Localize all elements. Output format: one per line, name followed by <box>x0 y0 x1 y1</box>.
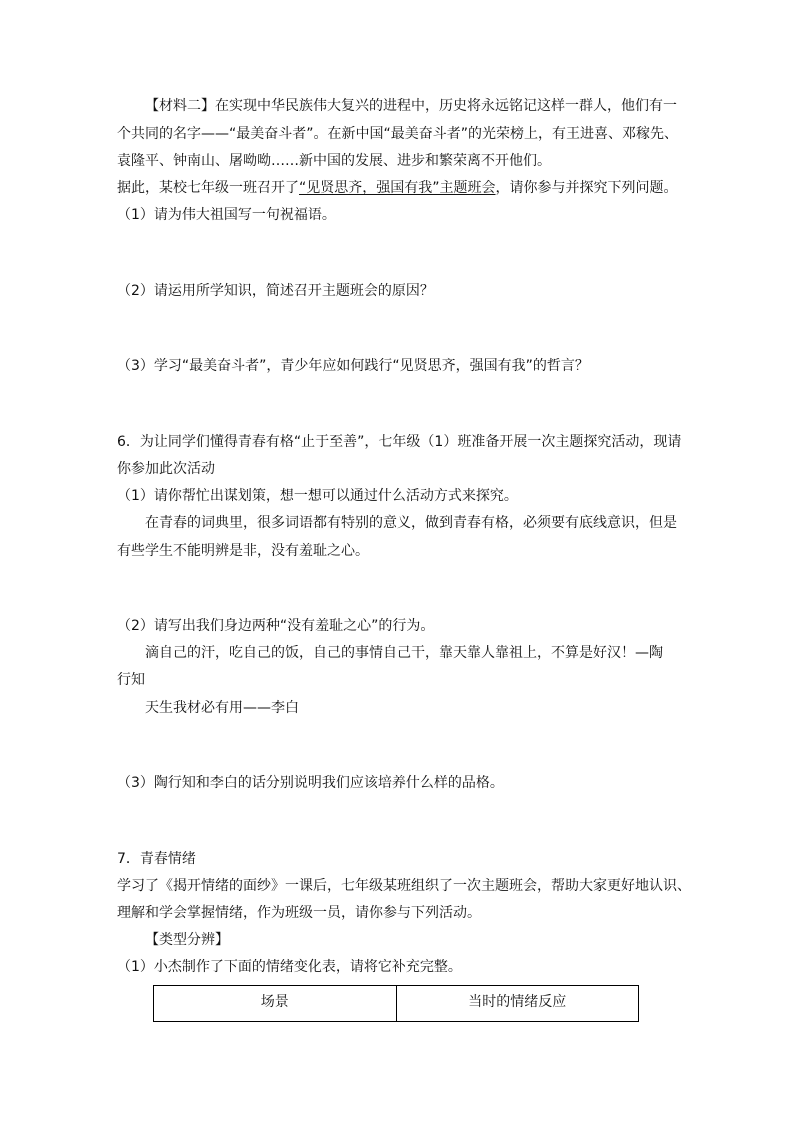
emotion-change-table <box>153 985 639 1022</box>
table-header-row <box>154 986 639 1022</box>
material2-question-1: （1）请为伟大祖国写一句祝福语。 <box>117 207 336 223</box>
table-header-emotion-reaction: 当时的情绪反应 <box>396 986 639 1022</box>
q6-question-3: （3）陶行知和李白的话分别说明我们应该培养什么样的品格。 <box>117 775 504 791</box>
table-header-scene: 场景 <box>154 986 397 1022</box>
q6-paragraph-line-1: 在青春的词典里，很多词语都有特别的意义，做到青春有格，必须要有底线意识，但是 <box>145 515 677 531</box>
material2-line-2: 个共同的名字——“最美奋斗者”。在新中国“最美奋斗者”的光荣榜上，有王进喜、邓稼先、 <box>117 126 679 142</box>
li-bai-quote: 天生我材必有用——李白 <box>145 700 299 716</box>
q6-stem-line-2: 你参加此次活动 <box>117 461 215 477</box>
q7-stem-line-1: 学习了《揭开情绪的面纱》一课后，七年级某班组织了一次主题班会，帮助大家更好地认识、 <box>117 878 691 894</box>
tao-xingzhi-quote-line-2: 行知 <box>117 672 145 688</box>
tao-xingzhi-quote-line-1: 滴自己的汗，吃自己的饭，自己的事情自己干，靠天靠人靠祖上，不算是好汉！—陶 <box>145 645 663 661</box>
q6-paragraph-line-2: 有些学生不能明辨是非，没有羞耻之心。 <box>117 543 369 559</box>
class-meeting-theme: “见贤思齐，强国有我”主题班会 <box>299 180 496 196</box>
material2-line-1: 【材料二】在实现中华民族伟大复兴的进程中，历史将永远铭记这样一群人，他们有一 <box>145 98 677 114</box>
q6-question-2: （2）请写出我们身边两种“没有羞耻之心”的行为。 <box>117 618 435 634</box>
q6-question-1: （1）请你帮忙出谋划策，想一想可以通过什么活动方式来探究。 <box>117 488 518 504</box>
material2-line-3: 袁隆平、钟南山、屠呦呦……新中国的发展、进步和繁荣离不开他们。 <box>117 153 551 169</box>
material2-question-3: （3）学习“最美奋斗者”，青少年应如何践行“见贤思齐，强国有我”的哲言？ <box>117 358 589 374</box>
material2-line-4 <box>117 178 678 198</box>
q7-question-1: （1）小杰制作了下面的情绪变化表，请将它补充完整。 <box>117 959 462 975</box>
q7-stem-line-2: 理解和学会掌握情绪，作为班级一员，请你参与下列活动。 <box>117 905 481 921</box>
q6-stem-line-1: 6．为让同学们懂得青春有格“止于至善”，七年级（1）班准备开展一次主题探究活动，现请 <box>117 434 682 450</box>
material2-line-4-post: ，请你参与并探究下列问题。 <box>495 180 678 196</box>
q7-title: 7．青春情绪 <box>117 851 196 867</box>
material2-line-4-pre: 据此，某校七年级一班召开了 <box>117 180 299 196</box>
material2-question-2: （2）请运用所学知识，简述召开主题班会的原因？ <box>117 283 434 299</box>
q7-section-heading: 【类型分辨】 <box>145 932 229 948</box>
